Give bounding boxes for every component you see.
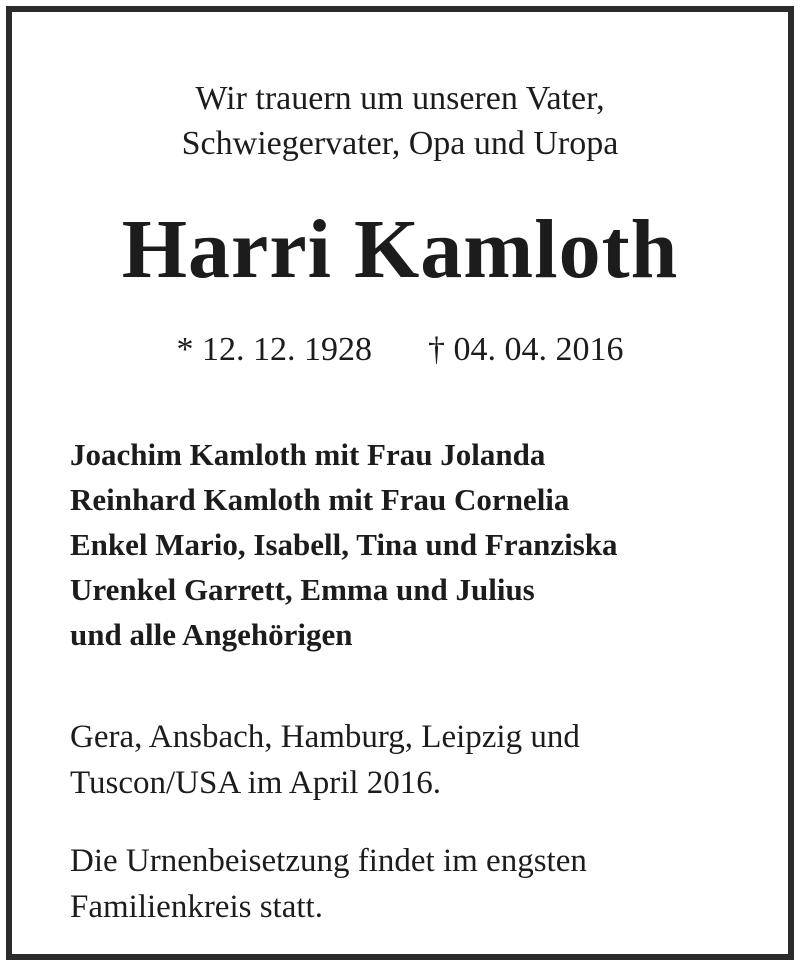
burial-line: Familienkreis statt.	[70, 889, 323, 925]
place-date-text	[70, 714, 580, 806]
mourner-line: Urenkel Garrett, Emma und Julius	[70, 572, 535, 607]
birth-date: * 12. 12. 1928	[176, 331, 372, 368]
burial-notice	[70, 838, 587, 930]
intro-line: Schwiegervater, Opa und Uropa	[181, 125, 619, 162]
mourner-line: Reinhard Kamloth mit Frau Cornelia	[70, 482, 570, 517]
burial-line: Die Urnenbeisetzung findet im engsten	[70, 843, 587, 879]
deceased-name: Harri Kamloth	[121, 203, 679, 296]
mourner-line: Enkel Mario, Isabell, Tina und Franziska	[70, 527, 618, 562]
mourners-list	[70, 432, 618, 657]
place-line: Gera, Ansbach, Hamburg, Leipzig und	[70, 719, 580, 755]
mourner-line: Joachim Kamloth mit Frau Jolanda	[70, 437, 546, 472]
intro-text	[12, 76, 788, 166]
obituary-frame	[6, 6, 794, 960]
life-dates	[12, 328, 788, 372]
mourner-line: und alle Angehörigen	[70, 617, 353, 652]
death-date: † 04. 04. 2016	[428, 331, 624, 368]
intro-line: Wir trauern um unseren Vater,	[195, 80, 605, 117]
place-line: Tuscon/USA im April 2016.	[70, 765, 442, 801]
